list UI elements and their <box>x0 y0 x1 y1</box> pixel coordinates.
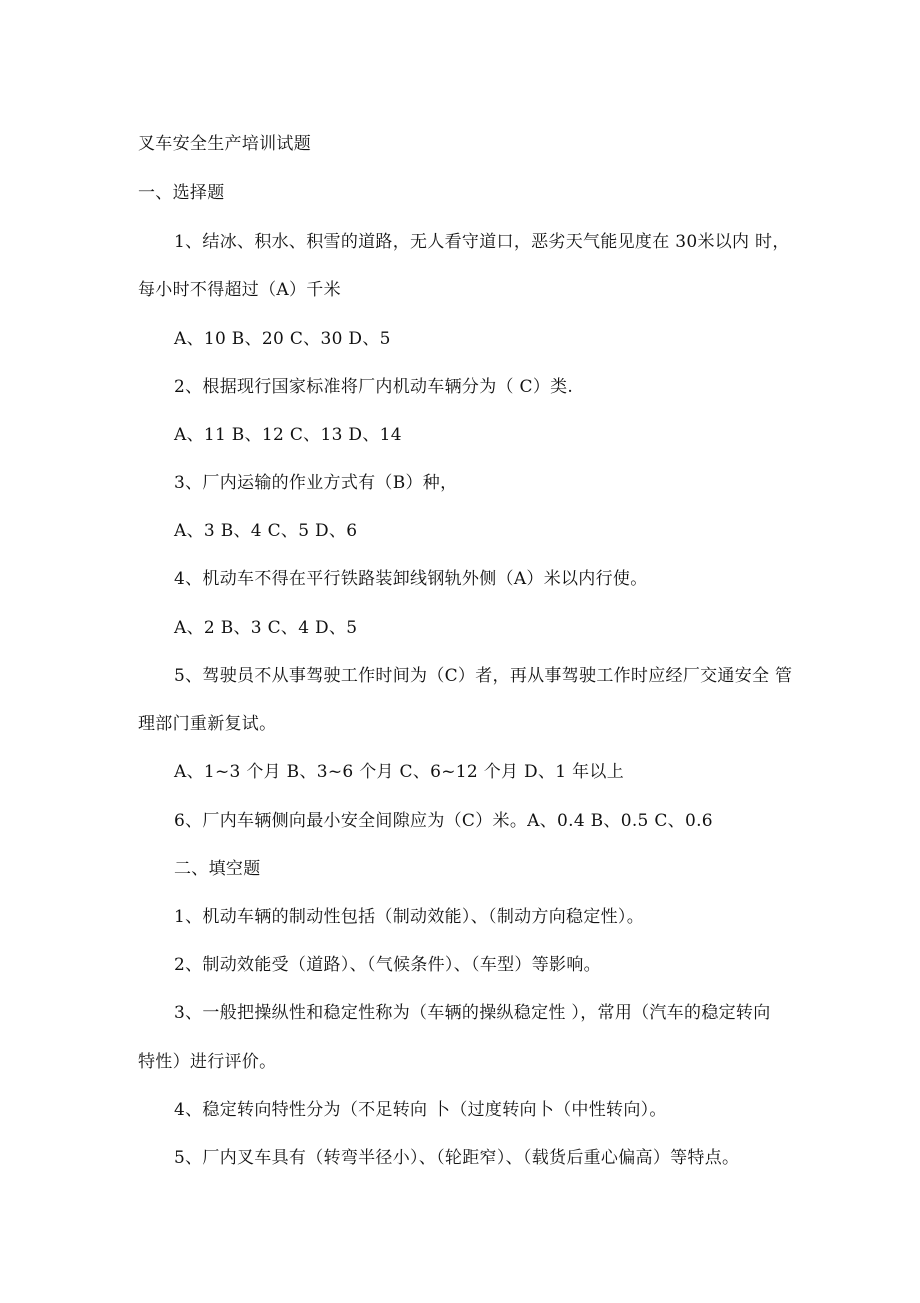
question-4: 4、机动车不得在平行铁路装卸线钢轨外侧（A）米以内行使。 <box>174 569 648 589</box>
question-3-options: A、3 B、4 C、5 D、6 <box>174 521 358 541</box>
fill-blank-1: 1、机动车辆的制动性包括（制动效能）、（制动方向稳定性）。 <box>174 907 645 927</box>
question-4-options: A、2 B、3 C、4 D、5 <box>174 618 358 638</box>
question-5-line-1: 5、驾驶员不从事驾驶工作时间为（C）者，再从事驾驶工作时应经厂交通安全 管 <box>174 666 793 686</box>
fill-blank-5: 5、厂内叉车具有（转弯半径小）、（轮距窄）、（载货后重心偏高）等特点。 <box>174 1148 740 1168</box>
question-5-options: A、1~3 个月 B、3~6 个月 C、6~12 个月 D、1 年以上 <box>174 762 624 782</box>
question-5-line-2: 理部门重新复试。 <box>138 714 277 734</box>
question-1-options: A、10 B、20 C、30 D、5 <box>174 329 391 349</box>
question-3: 3、厂内运输的作业方式有（B）种， <box>174 473 458 493</box>
fill-blank-3-line-2: 特性）进行评价。 <box>138 1052 277 1072</box>
question-2: 2、根据现行国家标准将厂内机动车辆分为（ C）类. <box>174 377 574 397</box>
question-2-options: A、11 B、12 C、13 D、14 <box>174 425 402 445</box>
fill-blank-2: 2、制动效能受（道路）、（气候条件）、（车型）等影响。 <box>174 955 601 975</box>
document-title: 叉车安全生产培训试题 <box>138 134 311 154</box>
fill-blank-3-line-1: 3、一般把操纵性和稳定性称为（车辆的操纵稳定性 ），常用（汽车的稳定转向 <box>174 1003 771 1023</box>
question-1-line-1: 1、结冰、积水、积雪的道路，无人看守道口，恶劣天气能见度在 30米以内 时， <box>174 232 790 252</box>
question-1-line-2: 每小时不得超过（A）千米 <box>138 280 341 300</box>
fill-blank-4: 4、稳定转向特性分为（不足转向 卜（过度转向卜（中性转向）。 <box>174 1100 667 1120</box>
question-6: 6、厂内车辆侧向最小安全间隙应为（C）米。A、0.4 B、0.5 C、0.6 <box>174 811 713 831</box>
section-heading-fill-blank: 二、填空题 <box>174 859 261 879</box>
section-heading-choice: 一、选择题 <box>138 183 225 203</box>
